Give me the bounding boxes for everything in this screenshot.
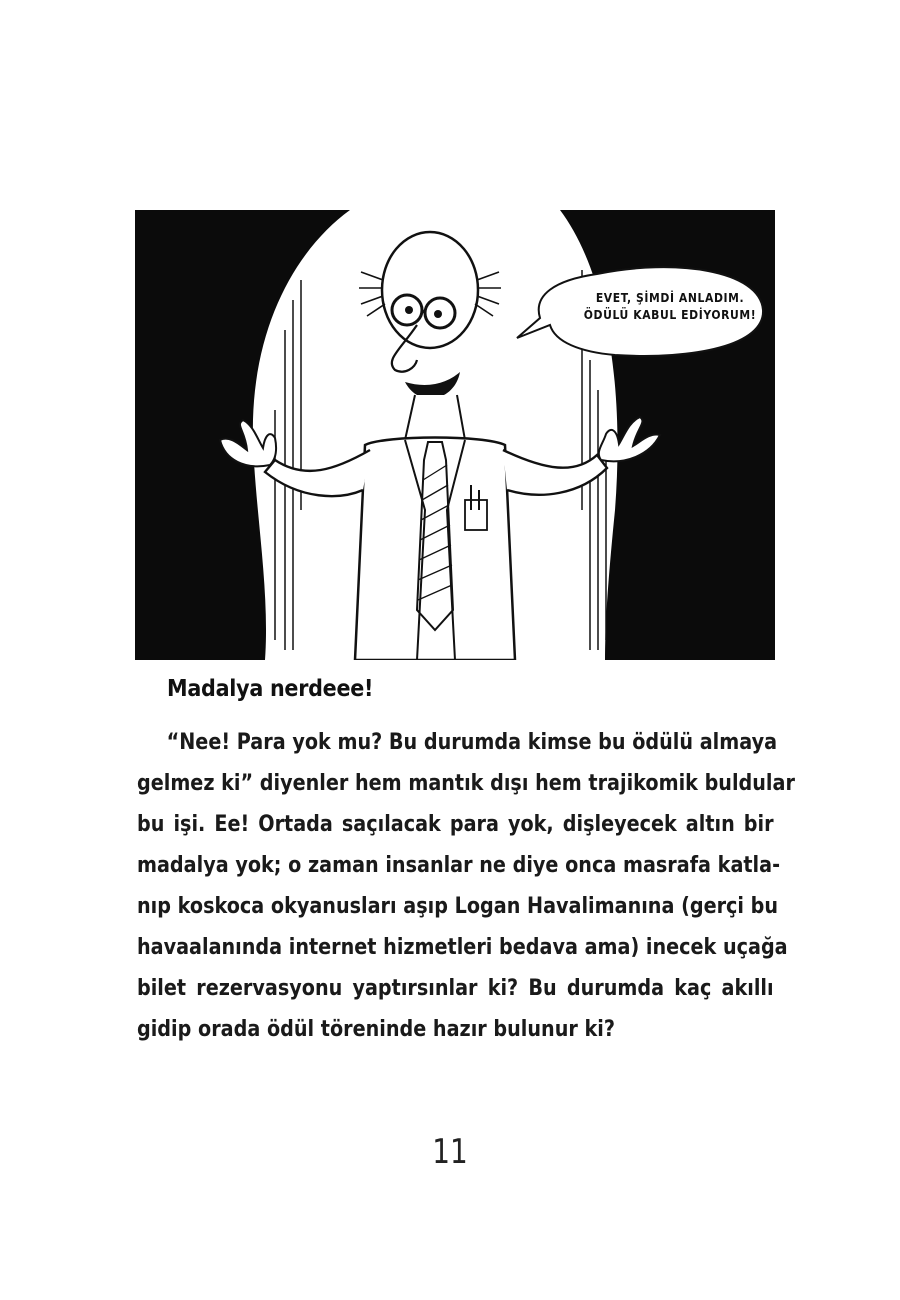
- paragraph-line: gelmez ki” diyenler hem mantık dışı hem trajikomik buldular: [137, 771, 795, 796]
- scientist-drawing: [135, 210, 775, 660]
- speech-line-2: ÖDÜLÜ KABUL EDİYORUM!: [583, 308, 757, 322]
- body-paragraph: [137, 722, 795, 1050]
- paragraph-line: madalya yok; o zaman insanlar ne diye onca masrafa katla-: [137, 853, 781, 878]
- paragraph-line: “Nee! Para yok mu? Bu durumda kimse bu ödülü almaya: [166, 730, 778, 755]
- paragraph-line: bilet rezervasyonu yaptırsınlar ki? Bu durumda kaç akıllı: [137, 976, 774, 1001]
- paragraph-line: nıp koskoca okyanusları aşıp Logan Havalimanına (gerçi bu: [137, 894, 779, 919]
- pocket: [465, 500, 487, 530]
- paragraph-line: gidip orada ödül töreninde hazır bulunur ki?: [137, 1017, 615, 1042]
- speech-line-1: EVET, ŞİMDİ ANLADIM.: [595, 291, 745, 305]
- paragraph-line: havaalanında internet hizmetleri bedava ama) inecek uçağa: [137, 935, 788, 960]
- page-number: 11: [432, 1132, 468, 1172]
- paragraph-line: bu işi. Ee! Ortada saçılacak para yok, dişleyecek altın bir: [137, 812, 774, 837]
- section-heading: Madalya nerdeee!: [167, 676, 374, 702]
- speech-bubble-text: [575, 290, 765, 324]
- bald-head: [382, 232, 478, 348]
- cartoon-illustration: [135, 210, 775, 660]
- neck: [405, 395, 465, 440]
